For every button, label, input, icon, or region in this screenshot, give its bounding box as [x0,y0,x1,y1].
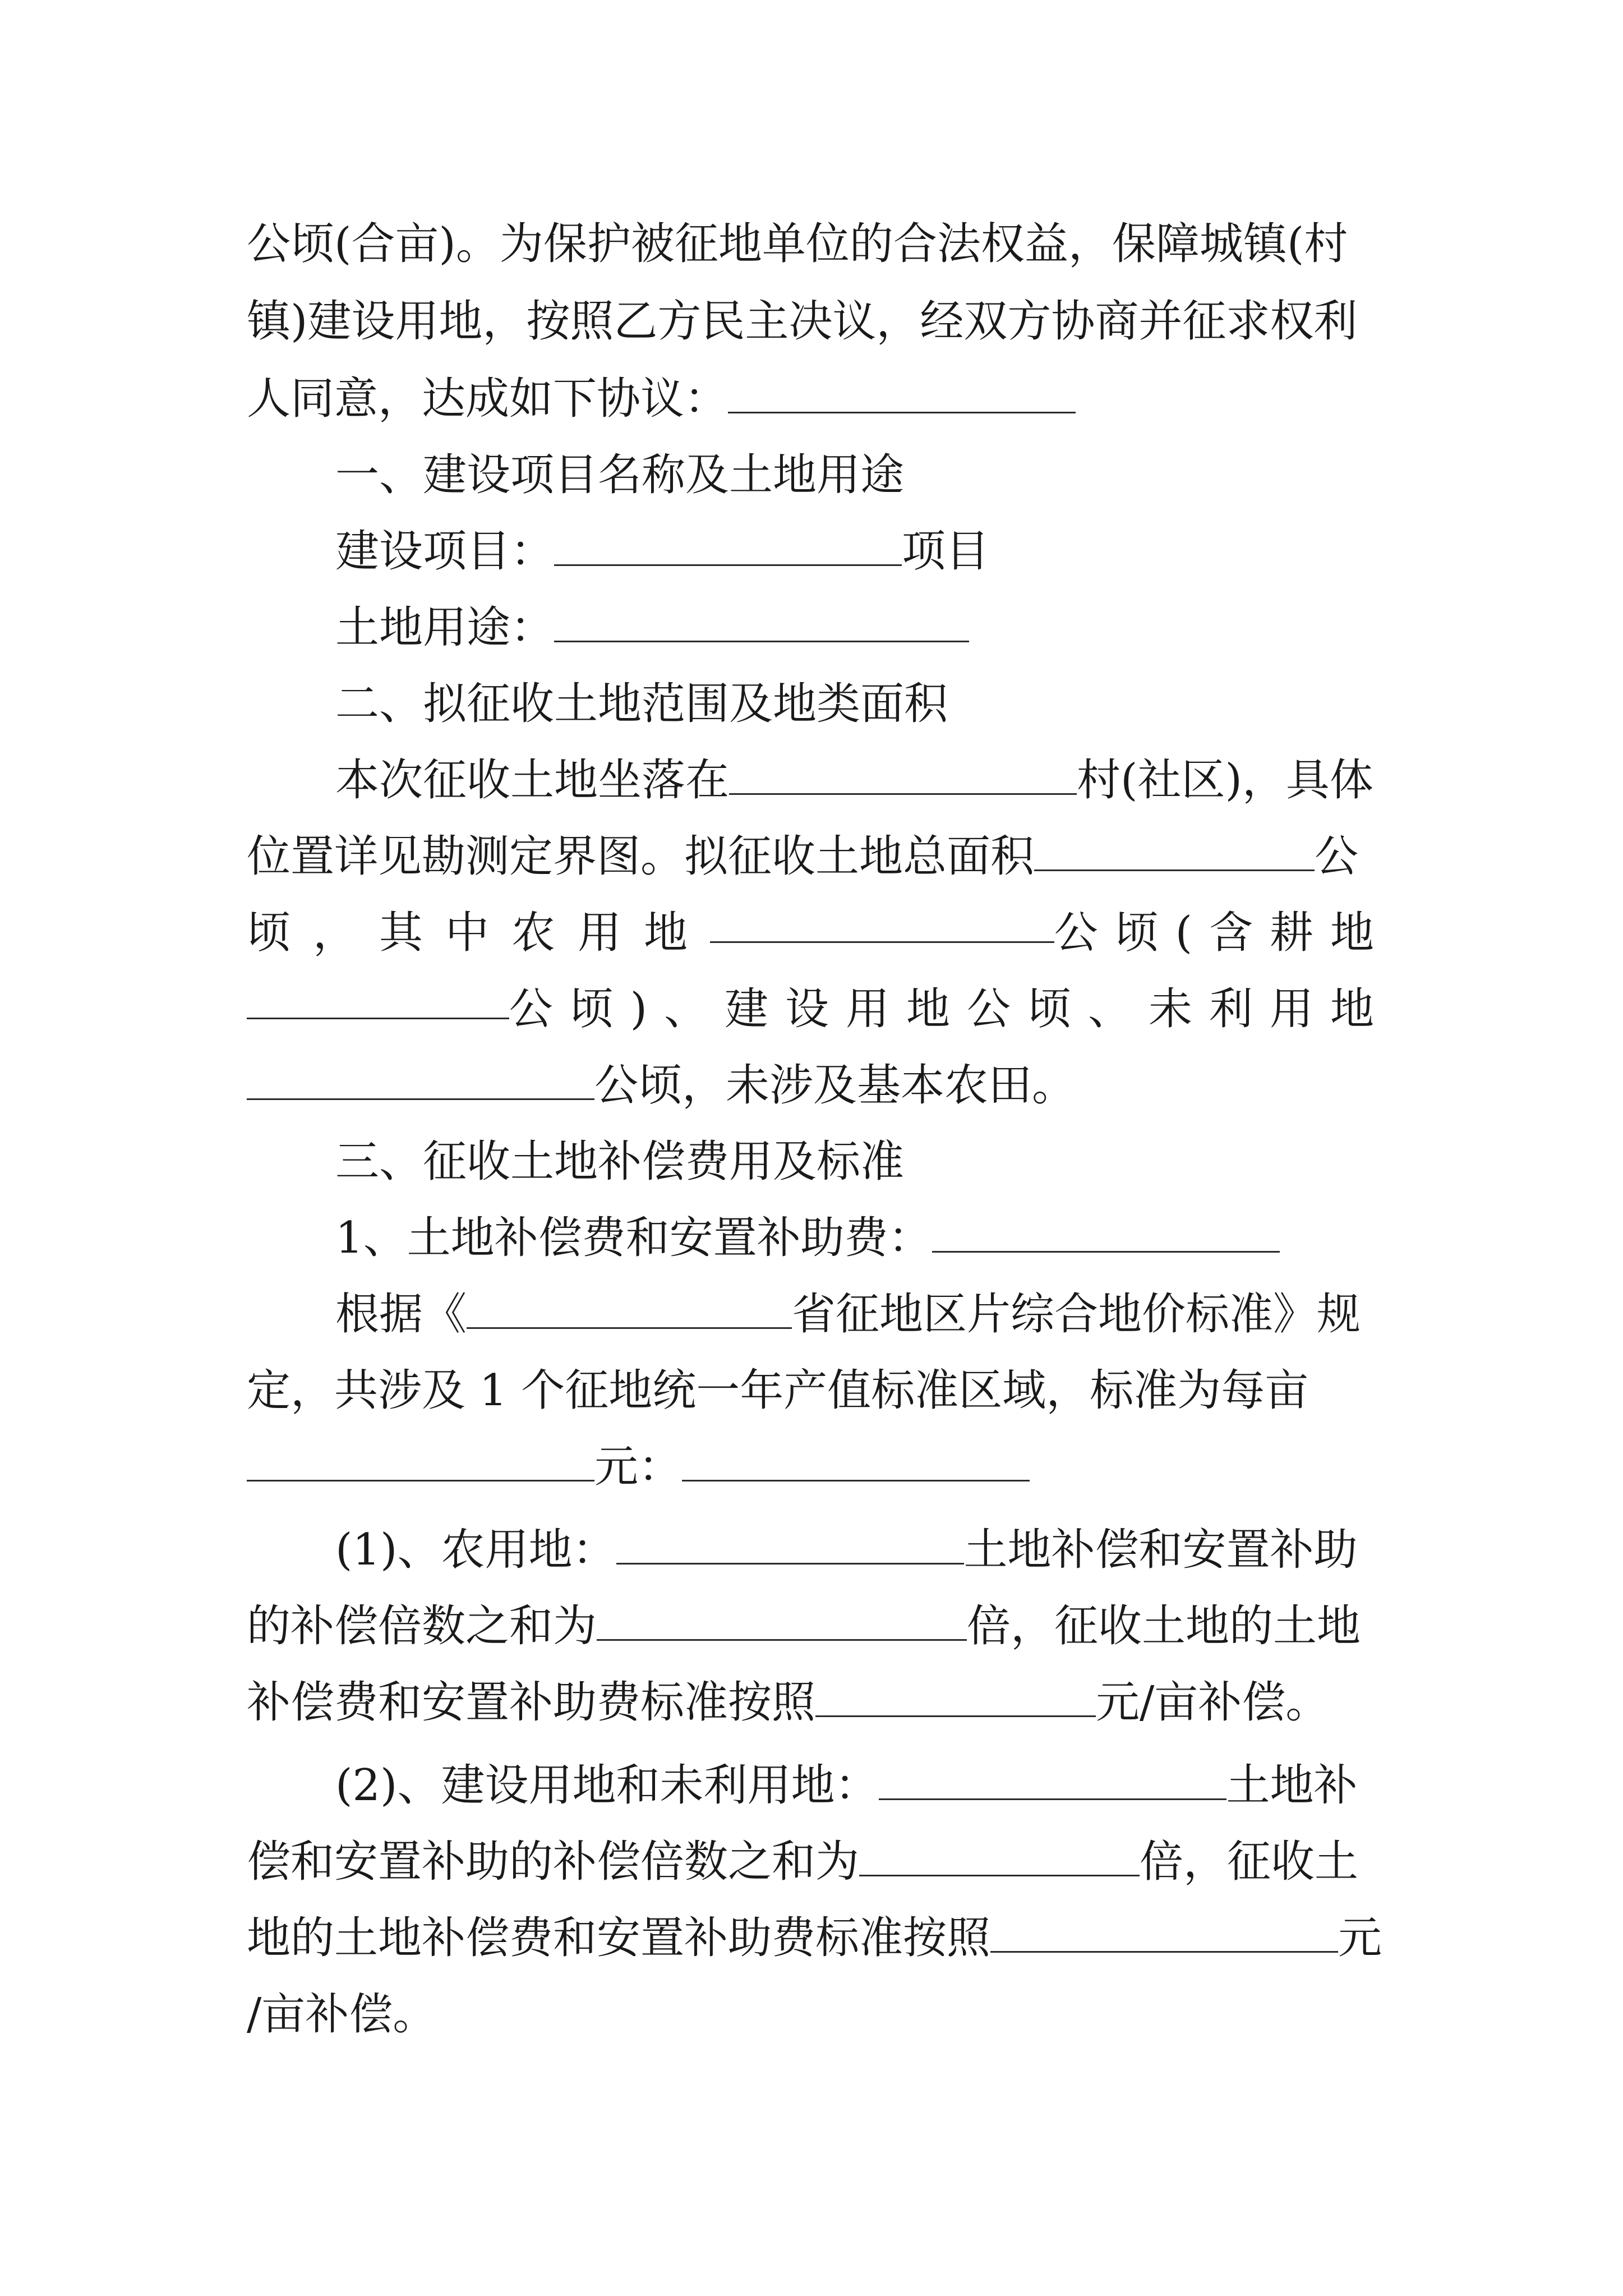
text: (2)、建设用地和未利用地： [335,1760,879,1811]
paragraph-line [247,1360,1308,1421]
text: 公顷，未涉及基本农田。 [594,1060,1076,1111]
fill-blank [247,978,509,1019]
text: 根据《 [335,1289,467,1340]
text: 1、土地补偿费和安置补助费： [335,1213,932,1263]
text: 倍，征收土地的土地 [967,1601,1361,1651]
fill-blank [710,902,1054,943]
text: (1)、农用地： [335,1525,616,1575]
heading-text: 三、征收土地补偿费用及标准 [335,1137,905,1187]
fill-blank [682,1441,1030,1481]
text: 位置详见勘测定界图。拟征收土地总面积 [247,831,1035,882]
paragraph-line [247,368,1076,430]
heading-text: 二、拟征收土地范围及地类面积 [335,679,948,729]
paragraph-line [247,291,1357,352]
text: 建设项目： [335,526,555,577]
paragraph-line [335,1283,1361,1345]
text: 项目 [902,526,990,577]
paragraph-line [335,1207,1280,1269]
text: 元 [1338,1913,1382,1963]
paragraph-line [247,826,1358,887]
fill-blank [554,601,969,642]
text: 补偿费和安置补助费标准按照 [247,1677,816,1728]
paragraph-line [247,1055,1076,1116]
fill-blank [1034,830,1315,871]
text: 定，共涉及 1 个征地统一年产值标准区域，标准为每亩 [247,1365,1309,1416]
fill-blank [879,1759,1227,1800]
text: 公顷(合亩)。为保护被征地单位的合法权益，保障城镇(村 [247,219,1348,269]
text: 土地补 [1226,1760,1358,1811]
text: 倍，征收土 [1140,1837,1359,1887]
text: 公 [1315,831,1359,882]
paragraph-line [247,1984,436,2045]
text: 土地用途： [335,602,555,653]
text: 镇)建设用地，按照乙方民主决议，经双方协商并征求权利 [247,296,1358,347]
paragraph-line [247,1907,1382,1969]
paragraph-line [335,1519,1358,1581]
fill-blank [728,372,1076,413]
text: /亩补偿。 [247,1989,437,2040]
paragraph-line [335,749,1373,811]
text: 村(社区)，具体 [1077,755,1373,806]
paragraph-line [247,902,1391,964]
fill-blank [616,1524,964,1565]
text: 元/亩补偿。 [1096,1677,1330,1728]
paragraph-line [247,1595,1361,1657]
paragraph-line [247,1672,1329,1733]
text: 顷，其中农用地 [247,908,711,958]
section-heading [335,444,904,506]
text: 省征地区片综合地价标准》规 [792,1289,1361,1340]
text: 的补偿倍数之和为 [247,1601,597,1651]
fill-blank [467,1288,792,1329]
section-heading [335,673,948,735]
fill-blank [815,1676,1096,1717]
text: 人同意，达成如下协议： [247,374,728,424]
fill-blank [247,1059,594,1100]
fill-blank [932,1212,1280,1253]
paragraph-line [247,1436,1030,1498]
fill-blank [597,1600,967,1641]
text: 偿和安置补助的补偿倍数之和为 [247,1837,860,1887]
fill-blank [859,1835,1140,1876]
fill-blank [729,754,1077,795]
paragraph-line [247,1831,1358,1893]
fill-blank [554,525,902,566]
fill-blank [990,1912,1338,1953]
text: 公顷)、建设用地公顷、未利用地 [509,984,1391,1034]
paragraph-line [335,1755,1358,1816]
paragraph-line [247,978,1391,1040]
heading-text: 一、建设项目名称及土地用途 [335,450,905,500]
paragraph-line [335,521,989,582]
text: 土地补偿和安置补助 [963,1525,1358,1575]
text: 元： [594,1442,683,1492]
text: 地的土地补偿费和安置补助费标准按照 [247,1913,991,1963]
paragraph-line [247,213,1348,275]
text: 本次征收土地坐落在 [335,755,730,806]
section-heading [335,1131,904,1193]
text: 公顷(含耕地 [1054,908,1391,958]
paragraph-line [335,597,969,659]
fill-blank [247,1441,594,1481]
